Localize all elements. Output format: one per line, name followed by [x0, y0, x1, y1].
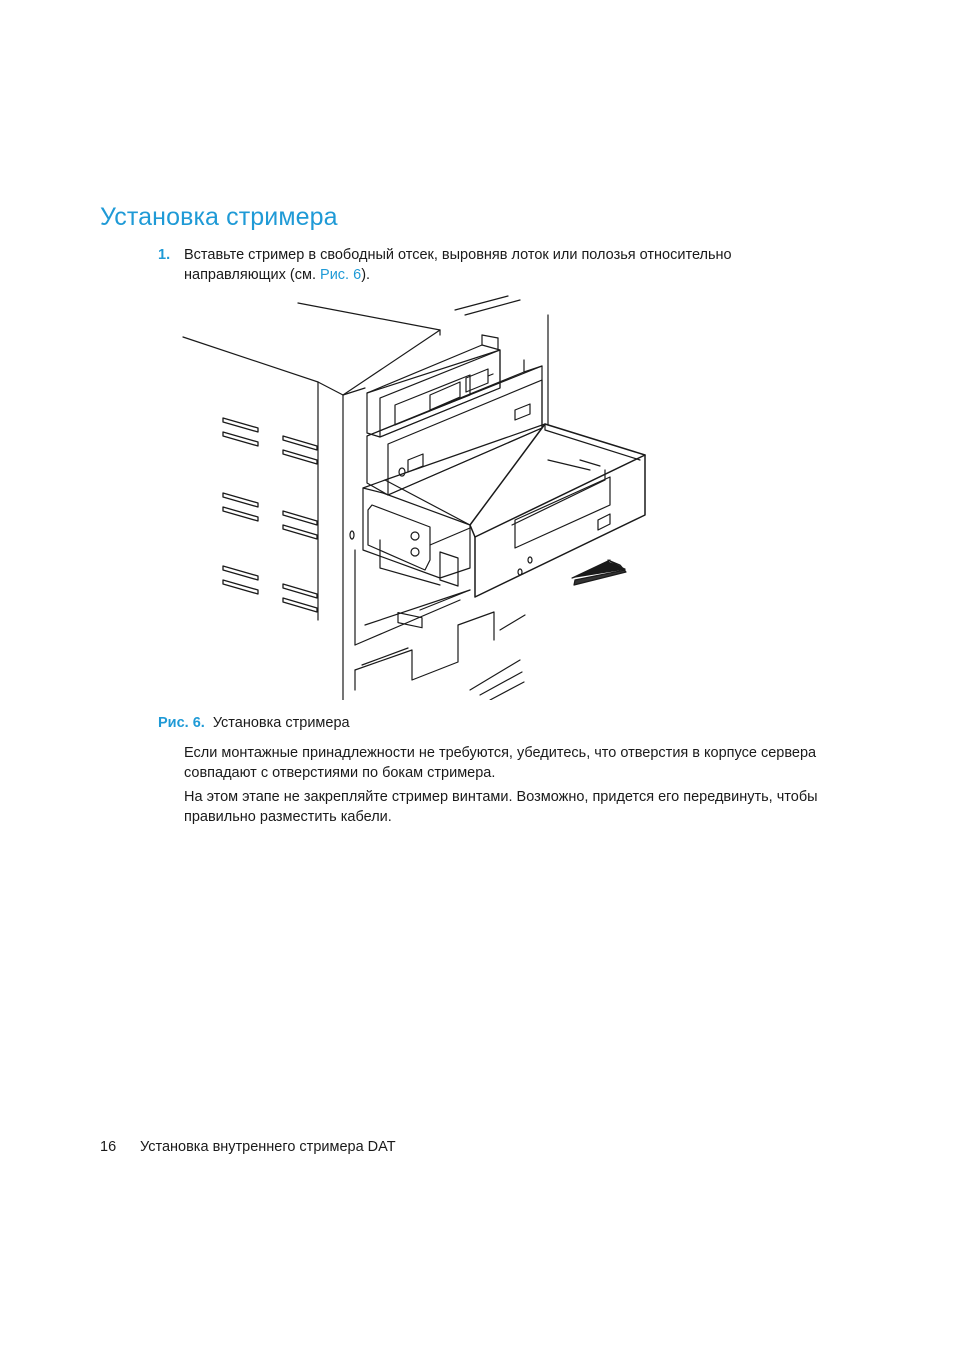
body-paragraph: Если монтажные принадлежности не требуются, убедитесь, что отверстия в корпусе сервера совпадают с отверстиями по бокам стримера.: [184, 745, 817, 781]
step-text: [184, 245, 784, 285]
step-number: 1.: [158, 247, 171, 263]
step-text-after: ).: [361, 267, 371, 283]
page-footer: [100, 1137, 396, 1157]
figure-caption-label: Рис. 6.: [158, 715, 205, 731]
page-number: 16: [100, 1139, 117, 1155]
chassis-vents: [223, 418, 317, 612]
section-heading: Установка стримера: [100, 203, 338, 231]
floppy-drive: [367, 335, 500, 437]
server-chassis: [183, 296, 548, 700]
figure-link[interactable]: Рис. 6: [320, 267, 362, 283]
insert-direction-arrow: [572, 560, 626, 585]
body-paragraph: На этом этапе не закрепляйте стример винтами. Возможно, придется его передвинуть, чтобы правильно разместить кабели.: [184, 789, 818, 825]
cd-drive: [367, 360, 542, 495]
figure-caption-text: Установка стримера: [212, 715, 350, 731]
step-text-before: Вставьте стример в свободный отсек, выровняв лоток или полозья относительно направляющих (см.: [184, 247, 732, 283]
tape-drive: [363, 424, 645, 628]
tape-drive-installation-illustration: [180, 290, 660, 700]
document-title: Установка внутреннего стримера DAT: [140, 1139, 396, 1155]
figure-caption: [158, 713, 350, 733]
